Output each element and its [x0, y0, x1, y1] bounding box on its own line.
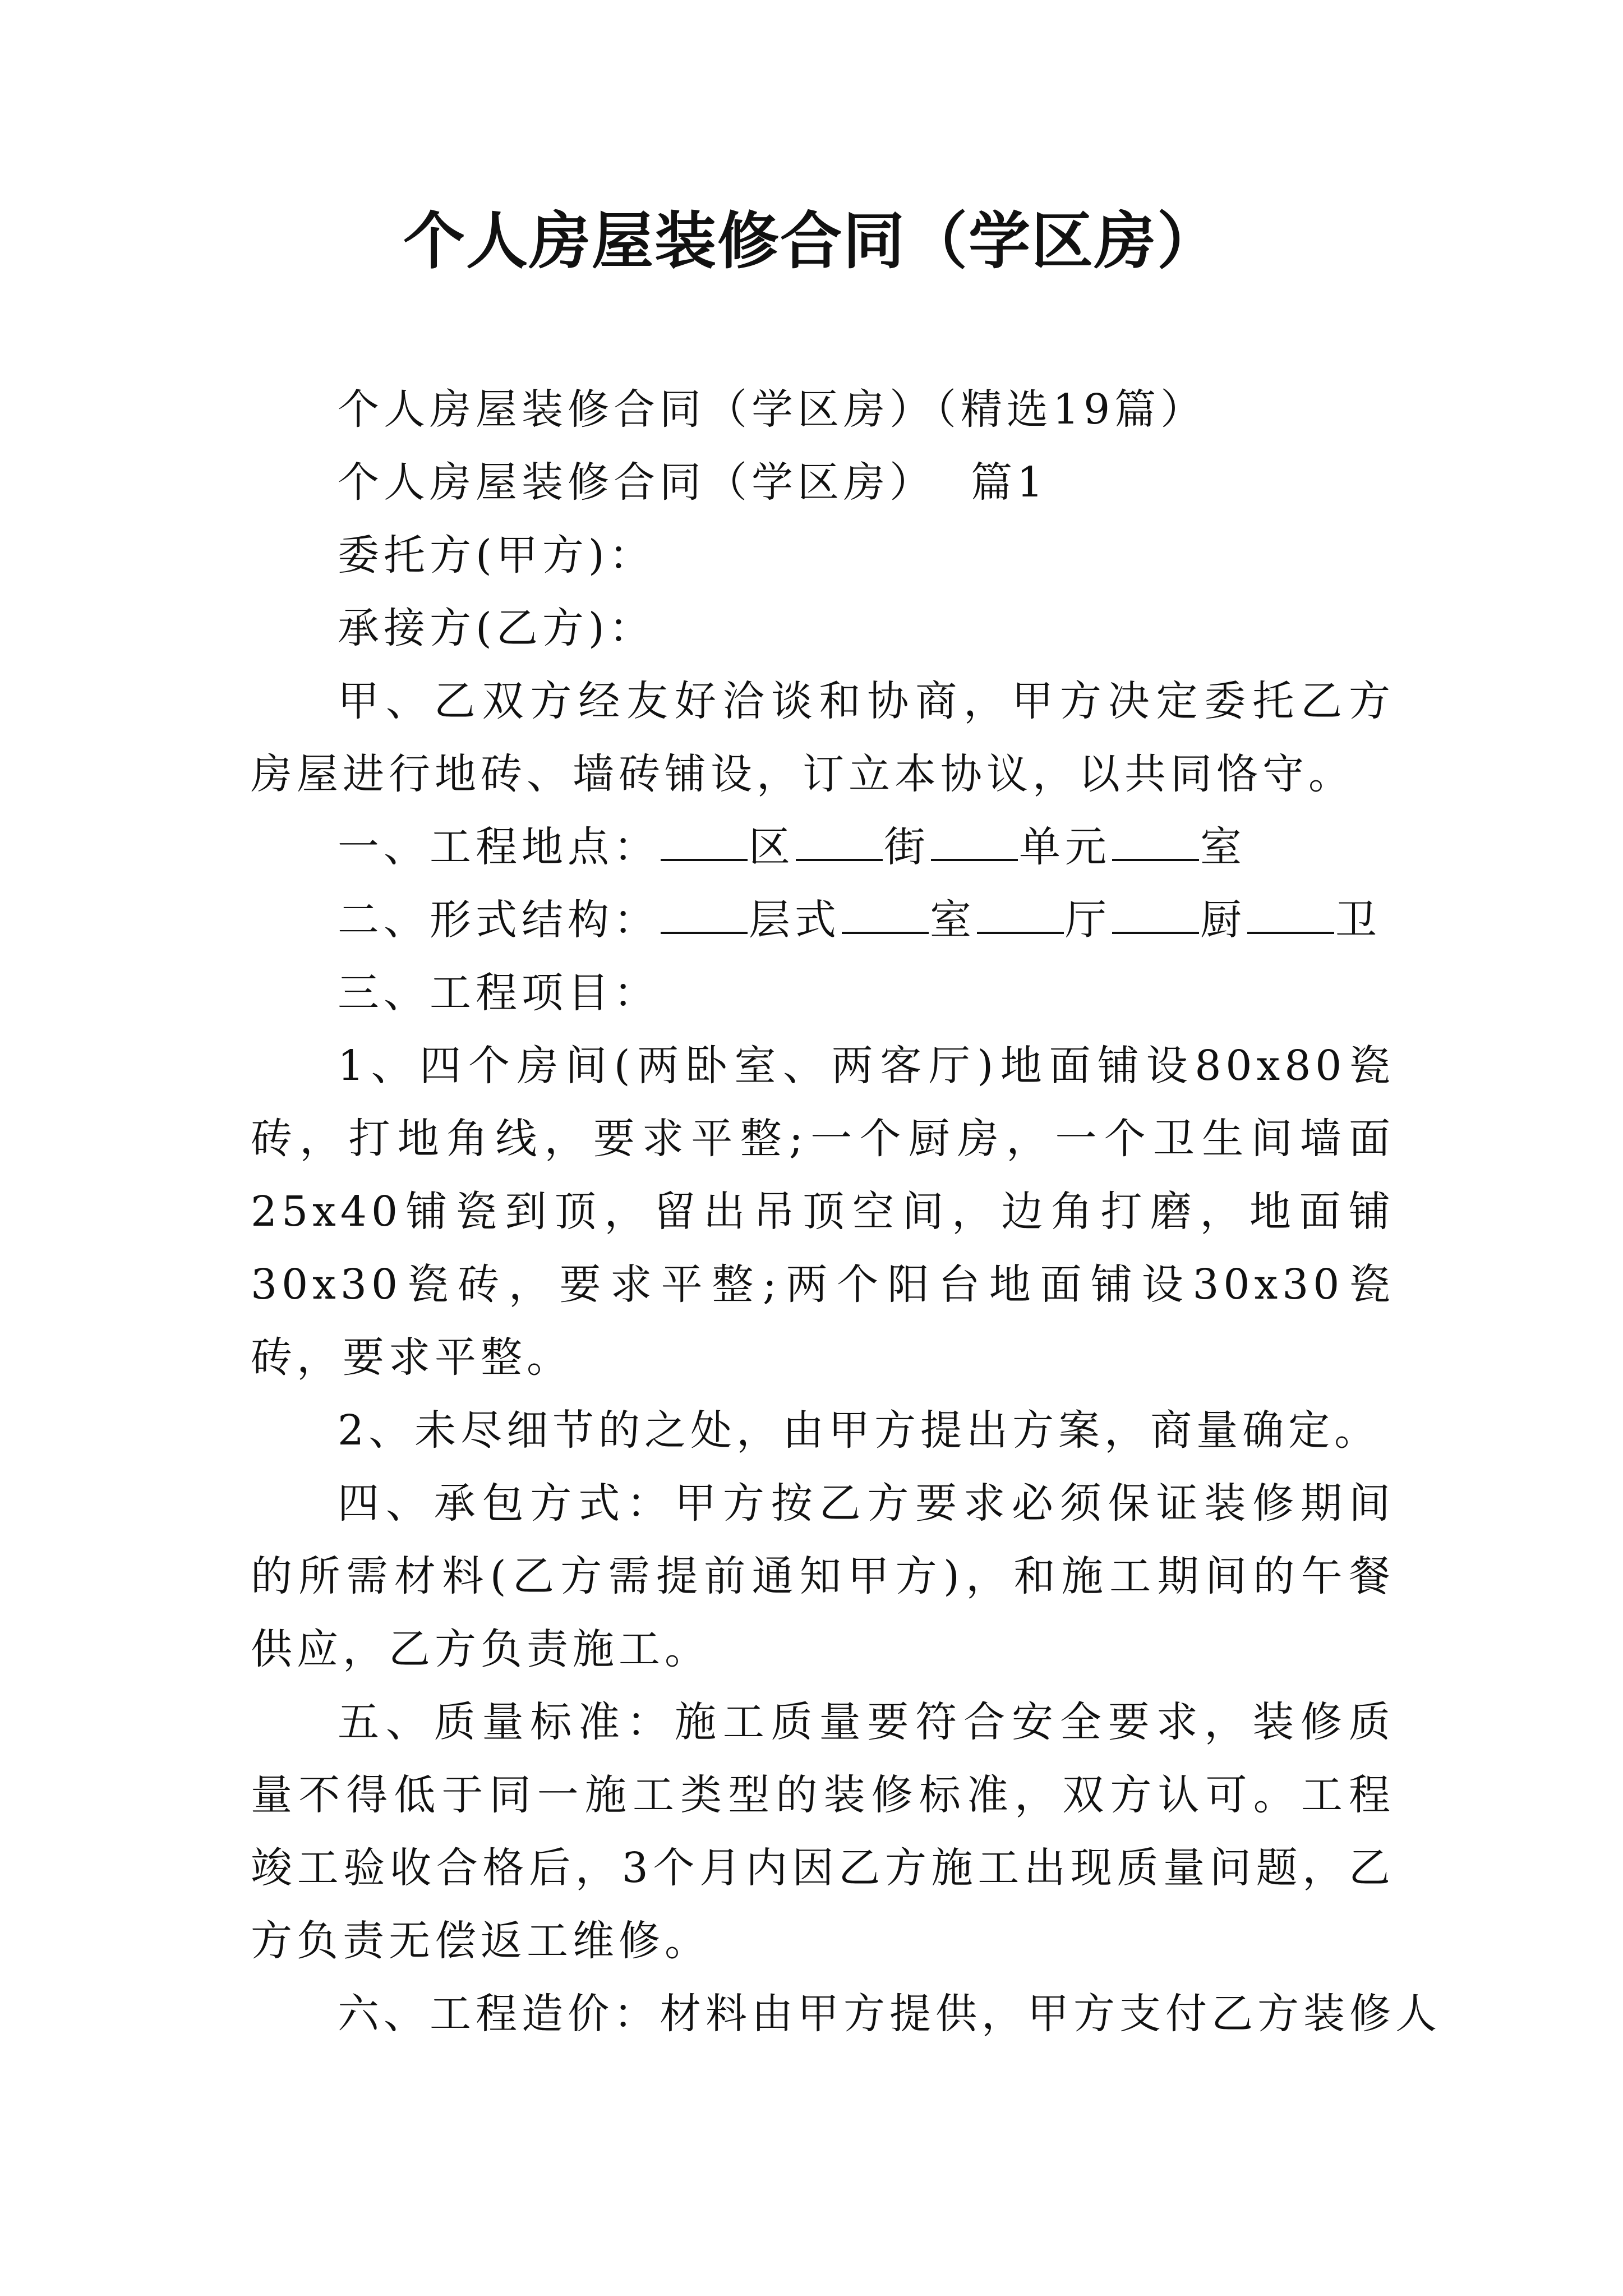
fill-blank — [977, 897, 1064, 934]
document-body — [251, 373, 1441, 2050]
location-unit-room: 室 — [1200, 823, 1246, 871]
document-title: 个人房屋装修合同（学区房） — [403, 205, 1220, 277]
location-unit-building-unit: 单元 — [1019, 823, 1111, 871]
location-line — [251, 811, 1395, 884]
fill-blank — [1247, 897, 1334, 934]
quality-paragraph: 五、质量标准：施工质量要符合安全要求，装修质量不得低于同一施工类型的装修标准，双方认可。工程竣工验收合格后，3个月内因乙方施工出现质量问题，乙方负责无偿返工维修。 — [251, 1698, 1395, 1965]
location-label: 一、工程地点： — [338, 823, 660, 871]
structure-line — [251, 884, 1395, 956]
structure-unit-halls: 厅 — [1065, 896, 1111, 944]
fill-blank — [661, 897, 748, 934]
structure-unit-rooms: 室 — [930, 896, 976, 944]
fill-blank — [796, 824, 883, 861]
section-heading: 个人房屋装修合同（学区房） 篇1 — [338, 458, 1048, 507]
structure-unit-kitchens: 厨 — [1200, 896, 1246, 944]
location-unit-street: 街 — [884, 823, 930, 871]
item-1-paragraph: 1、四个房间(两卧室、两客厅)地面铺设80x80瓷砖，打地角线，要求平整;一个厨房，一个卫生间墙面25x40铺瓷到顶，留出吊顶空间，边角打磨，地面铺30x30瓷砖，要求平整;两个阳台地面铺设30x30瓷砖，要求平整。 — [251, 1042, 1395, 1382]
fill-blank — [1112, 897, 1199, 934]
location-unit-district: 区 — [749, 823, 795, 871]
fill-blank — [661, 824, 748, 861]
intro-paragraph: 甲、乙双方经友好洽谈和协商，甲方决定委托乙方房屋进行地砖、墙砖铺设，订立本协议，以共同恪守。 — [251, 677, 1395, 798]
structure-label: 二、形式结构： — [338, 896, 660, 944]
fill-blank — [931, 824, 1018, 861]
party-a-line: 委托方(甲方)： — [338, 531, 655, 579]
party-b-line: 承接方(乙方)： — [338, 604, 655, 652]
item-2-paragraph: 2、未尽细节的之处，由甲方提出方案，商量确定。 — [338, 1406, 1381, 1455]
fill-blank — [1112, 824, 1199, 861]
items-heading: 三、工程项目： — [338, 969, 660, 1017]
structure-unit-floors: 层式 — [749, 896, 841, 944]
contract-method-paragraph: 四、承包方式：甲方按乙方要求必须保证装修期间的所需材料(乙方需提前通知甲方)，和施工期间的午餐供应，乙方负责施工。 — [251, 1479, 1395, 1673]
structure-unit-bathrooms: 卫 — [1335, 896, 1381, 944]
fill-blank — [842, 897, 929, 934]
cost-paragraph: 六、工程造价：材料由甲方提供，甲方支付乙方装修人 — [338, 1990, 1441, 2038]
subtitle-line: 个人房屋装修合同（学区房）（精选19篇） — [338, 385, 1207, 434]
